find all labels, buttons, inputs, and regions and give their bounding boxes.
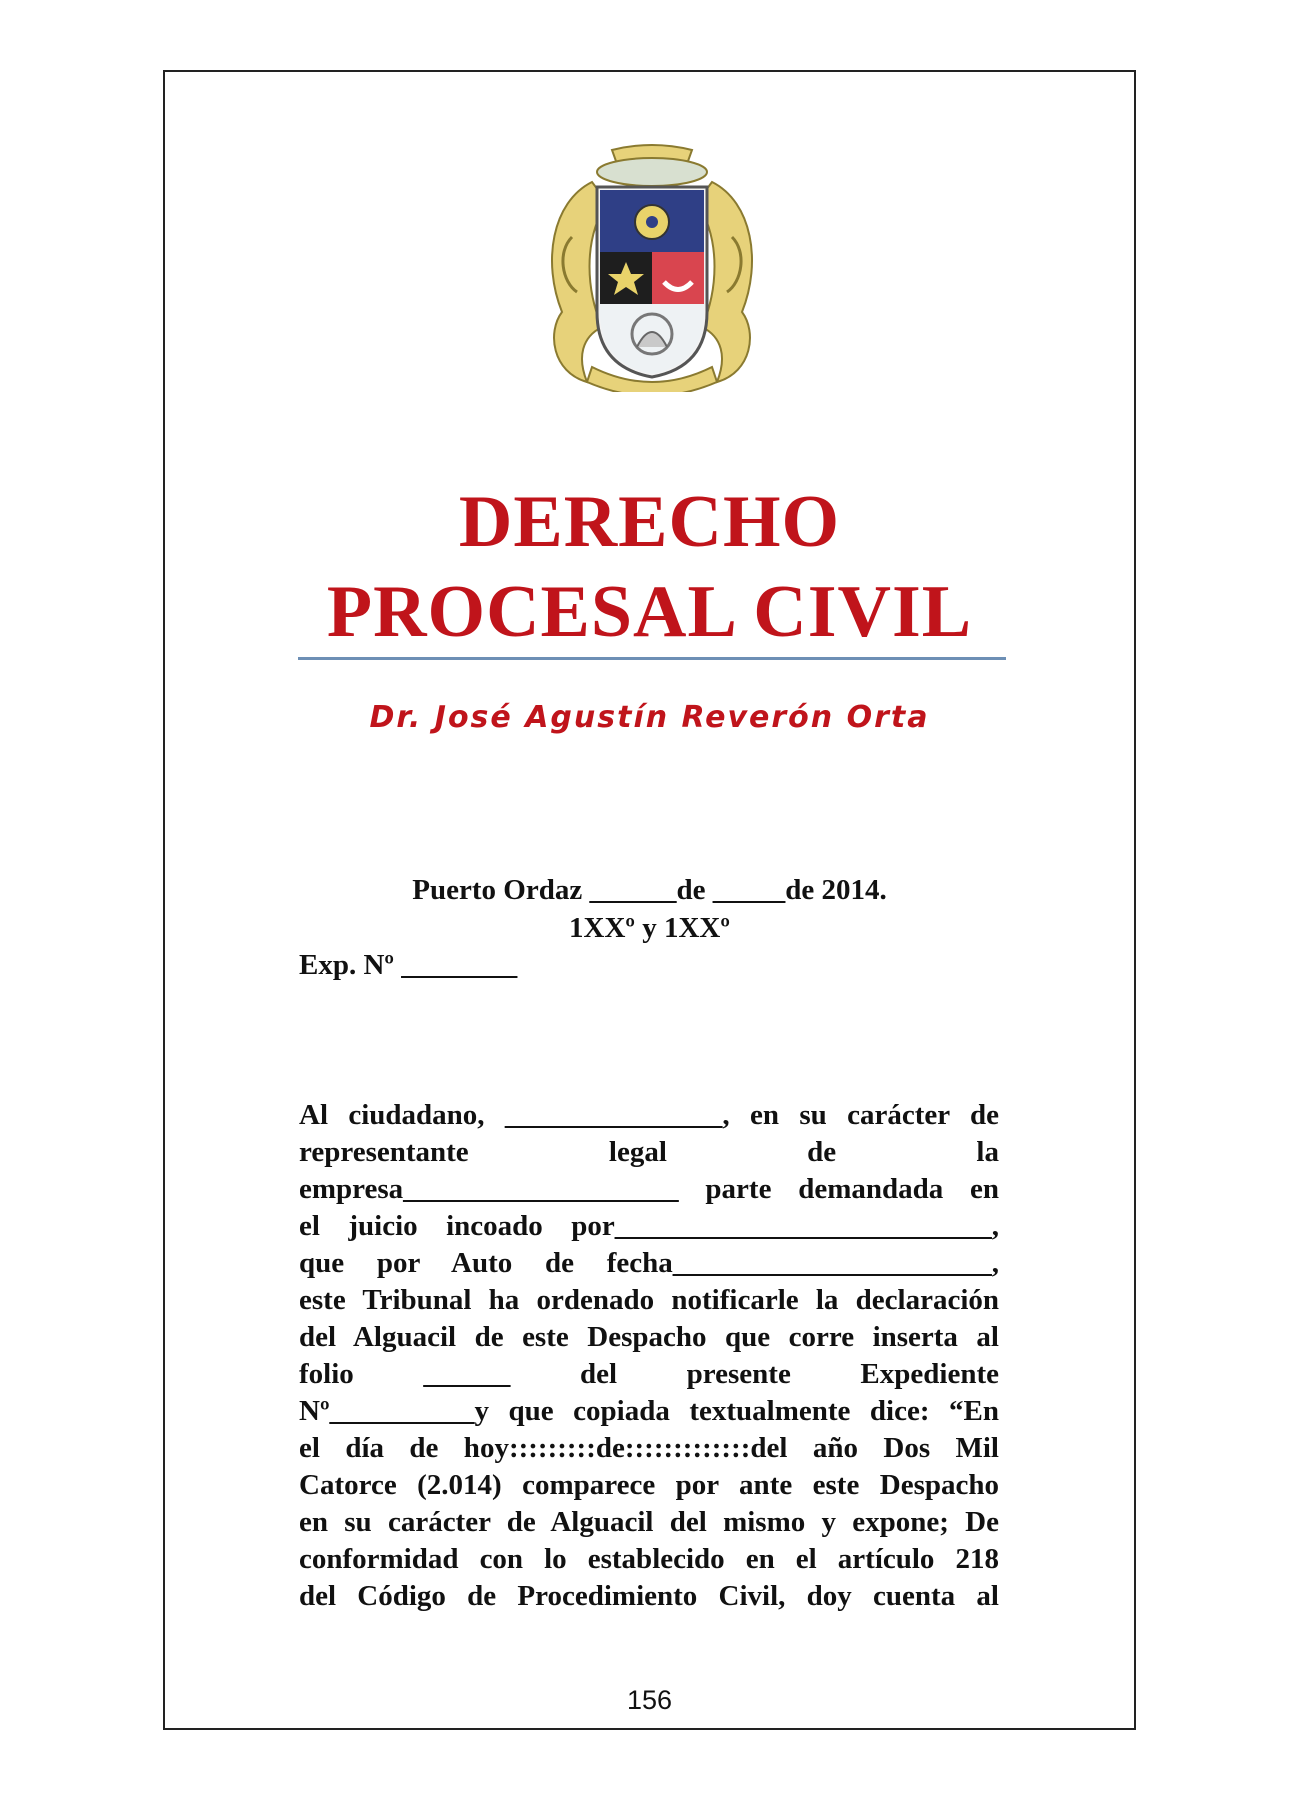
title-divider [298,657,1006,660]
paragraph-line: empresa___________________ parte demandada en [299,1173,999,1205]
title-line-2: PROCESAL CIVIL [326,571,973,653]
coat-of-arms-emblem [532,142,772,392]
paragraph-line: en su carácter de Alguacil del mismo y expone; De [299,1506,999,1538]
expediente-number: Exp. Nº ________ [299,949,518,981]
paragraph-line: Al ciudadano, _______________, en su carácter de [299,1099,999,1131]
paragraph-line: del Alguacil de este Despacho que corre inserta al [299,1321,999,1353]
paragraph-line: el día de hoy:::::::::de:::::::::::::del año Dos Mil [299,1432,999,1464]
paragraph-line: el juicio incoado por__________________________, [299,1210,999,1242]
paragraph-line: folio ______ del presente Expediente [299,1358,999,1390]
paragraph-line: este Tribunal ha ordenado notificarle la declaración [299,1284,999,1316]
notification-paragraph [299,1097,999,1615]
years-line: 1XXº y 1XXº [569,912,730,944]
paragraph-line: Nº__________y que copiada textualmente dice: “En [299,1395,999,1427]
page-frame [163,70,1136,1730]
author-name: Dr. José Agustín Reverón Orta [369,700,930,735]
page-number: 156 [626,1685,673,1715]
paragraph-line: del Código de Procedimiento Civil, doy cuenta al [299,1580,999,1612]
title-line-1: DERECHO [458,481,841,563]
paragraph-line: representante legal de la [299,1136,999,1168]
paragraph-line: conformidad con lo establecido en el artículo 218 [299,1543,999,1575]
paragraph-line: Catorce (2.014) comparece por ante este Despacho [299,1469,999,1501]
paragraph-line: que por Auto de fecha______________________, [299,1247,999,1279]
place-date-line: Puerto Ordaz ______de _____de 2014. [412,874,887,906]
